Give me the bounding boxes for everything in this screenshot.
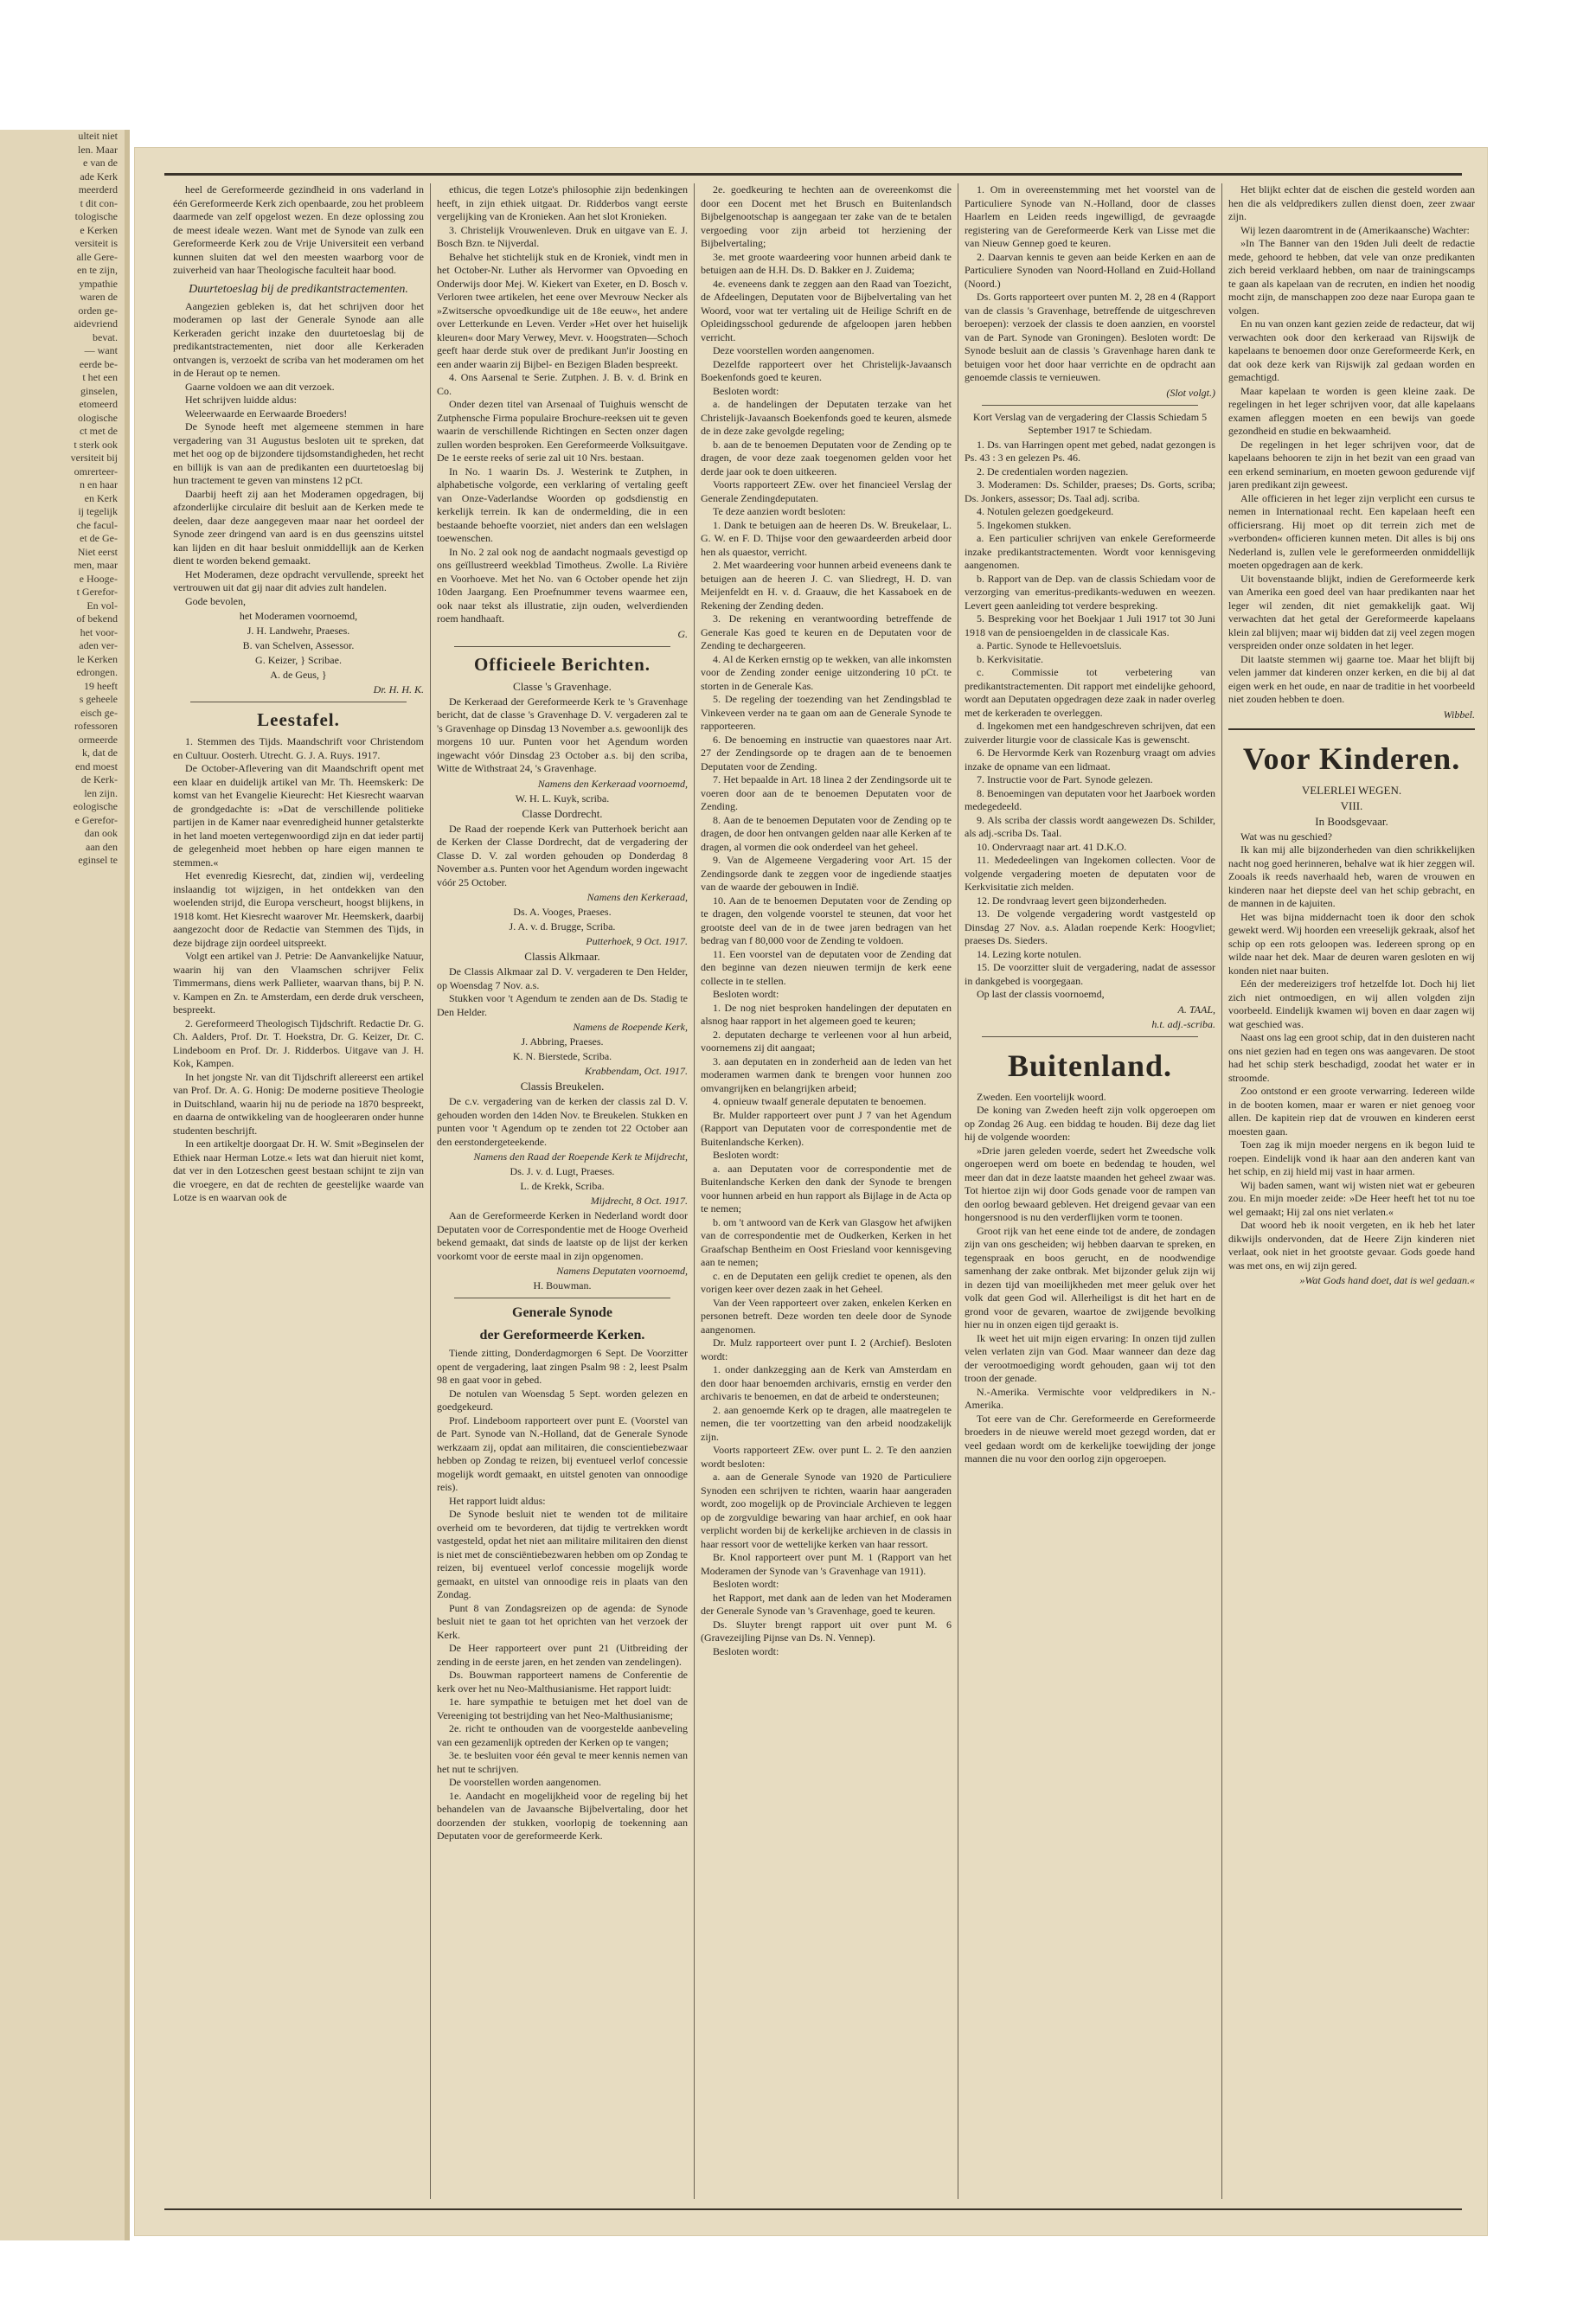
centered-line: W. H. L. Kuyk, scriba. xyxy=(515,792,610,804)
paragraph: En nu van onzen kant gezien zeide de redacteur, dat wij verwachten ook door den kerkeraad van Rijswijk de kapelaans te benoemen door onze Gereformeerde Kerk, en dat ook deze kerk van Rijswijk zal gedaan worden en gemachtigd. xyxy=(1228,317,1475,383)
paragraph: 3e. met groote waardeering voor hunnen arbeid dank te betuigen aan de H.H. Ds. D. Bakker en J. Zuidema; xyxy=(701,250,952,276)
paragraph: 1e. hare sympathie te betuigen met het doel van de Vereeniging tot bestrijding van het Neo-Malthusianisme; xyxy=(437,1695,688,1721)
paragraph: In No. 2 zal ook nog de aandacht nogmaals gevestigd op ons geïllustreerd weekblad Timotheus. Zwolle. La Rivière en Voorhoeve. Met het No. van 6 October opende het zijn 10den Jaargang. Een Proefnummer tevens waarmee een, ook naar tekst als illustratie, zijn ouden, welverdienden roem handhaaft. xyxy=(437,545,688,625)
paragraph: 3. De rekening en verantwoording betreffende de Generale Kas goed te keuren en de Deputaten voor de Zending te dechargeeren. xyxy=(701,612,952,651)
paragraph: Wat was nu geschied? xyxy=(1240,830,1332,843)
paragraph: »Drie jaren geleden voerde, sedert het Zweedsche volk ongeroepen werd om boete en bedendag te houden, wel meer dan dat in deze laatste maanden het geheel zwaar was. Tot hiertoe zijn wij door Gods genade voor de rampen van den oorlog bewaard gebleven. Het dreigend gevaar van een hongersnood is nu den verderflijken vorm te toonen. xyxy=(965,1144,1215,1223)
paragraph: Weleerwaarde en Eerwaarde Broeders! xyxy=(185,407,348,420)
signature-line: Putterhoek, 9 Oct. 1917. xyxy=(586,935,688,947)
strip-text-line: rofessoren xyxy=(74,720,118,732)
strip-text-line: etomeerd xyxy=(79,398,118,410)
strip-text-line: e Gerefor- xyxy=(74,813,118,826)
strip-text-line: che facul- xyxy=(76,518,118,531)
paragraph: 9. Als scriba der classis wordt aangewezen Ds. Schilder, als adj.-scriba Ds. Taal. xyxy=(965,813,1215,839)
column-separator xyxy=(694,183,695,2199)
paragraph: 1. Dank te betuigen aan de heeren Ds. W. Breukelaar, L. G. W. en F. D. Thijse voor den gewaardeerden arbeid door hen als quaestor, verricht. xyxy=(701,518,952,558)
paragraph: Ds. Sluyter brengt rapport uit over punt M. 6 (Gravezeijling Pijnse van Ds. N. Vennep). xyxy=(701,1618,952,1644)
column-separator xyxy=(430,183,431,2199)
strip-text-line: ginselen, xyxy=(80,384,118,397)
strip-text-line: eologische xyxy=(73,800,118,812)
paragraph: 10. Ondervraagt naar art. 41 D.K.O. xyxy=(977,840,1127,853)
paragraph: Het evenredig Kiesrecht, dat, zindien wij, verdeeling inslaandig tot wijzigen, in het ontdekken van den woelenden strijd, die Europa verscheurt, hoogst blijkens, in 1918 komt. Het Kiesrecht waarover Mr. Heemskerk, daarbij aangezocht door de Redactie van Stemmen des Tijds, in deze bijdrage zijn oordeel uitspreekt. xyxy=(173,869,424,949)
paragraph: Het blijkt echter dat de eischen die gesteld worden aan hen die als veldpredikers zullen dienst doen, zeer zwaar zijn. xyxy=(1228,183,1475,222)
strip-text-line: waren de xyxy=(80,291,118,303)
page-spine xyxy=(125,130,130,2240)
section-title: Buitenland. xyxy=(1007,1048,1173,1083)
paragraph: Voorts rapporteert ZEw. over punt L. 2. Te den aanzien wordt besloten: xyxy=(701,1444,952,1470)
paragraph: De regelingen in het leger schrijven voor, dat de kapelaans behooren te zijn in het bezit van een graad van een erkend seminarium, en moeten gewoon gedurende vijf jaren predikant zijn geweest. xyxy=(1228,438,1475,490)
paragraph: 3. Christelijk Vrouwenleven. Druk en uitgave van E. J. Bosch Bzn. te Nijverdal. xyxy=(437,223,688,249)
paragraph: Behalve het stichtelijk stuk en de Kroniek, vindt men in het October-Nr. Luther als Hervormer van Opvoeding en Onderwijs door Mej. W. Kiekert van Exeter, en D. Bosch v. Verloren twee artikelen, het eene over Mevrouw Necker als »Zwitsersche opvoedkundige uit de 18e eeuw«, het andere over Letterkunde en Leven. Verder »Het over het huiselijk kleuren« door Mary Verwey, Mevr. v. Hoogstraten—Schoch geeft haar derde stuk over de predikant Jun'ir Joosting en een ander waarin zij Bijbel- en Bezigen Bladen bespreekt. xyxy=(437,250,688,370)
paragraph: 9. Van de Algemeene Vergadering voor Art. 15 der Zendingsorde dank te zeggen voor de ingediende staatjes van de waarde der gebouwen in Indië. xyxy=(701,854,952,893)
centered-line: K. N. Bierstede, Scriba. xyxy=(512,1050,612,1062)
paragraph: Aan de Gereformeerde Kerken in Nederland wordt door Deputaten voor de Correspondentie met de Hooge Overheid bekend gemaakt, dat sinds de laatste op de lijst der kerken voorkomt voor de eerste maal in zijn opgenomen. xyxy=(437,1209,688,1262)
paragraph: 4. Ons Aarsenal te Serie. Zutphen. J. B. v. d. Brink en Co. xyxy=(437,371,688,397)
paragraph: a. Partic. Synode te Hellevoetsluis. xyxy=(977,639,1122,651)
paragraph: 2. Met waardeering voor hunnen arbeid eveneens dank te betuigen aan de heeren J. C. van Sliedregt, H. D. van Meijenfeldt en H. v. d. Graauw, die het Kassaboek en de Rekening der Zending deden. xyxy=(701,559,952,612)
paragraph: 10. Aan de te benoemen Deputaten voor de Zending op te dragen, den volgende voorstel te steunen, dat voor het grootste deel van de in de twee jaren bedragen van het bedrag van f 80,000 voor de Zending te voldoen. xyxy=(701,894,952,946)
paragraph: 3. aan deputaten en in zonderheid aan de leden van het moderamen warmen dank te brengen voor hunnen zoo omvangrijken en belangrijken arbeid; xyxy=(701,1054,952,1094)
paragraph: c. en de Deputaten een gelijk crediet te openen, als den vorigen keer over dezen zaak in het Geheel. xyxy=(701,1269,952,1295)
paragraph: 1. Stemmen des Tijds. Maandschrift voor Christendom en Cultuur. Oosterh. Utrecht. G. J. A. Ruys. 1917. xyxy=(173,735,424,761)
paragraph: 2e. richt te onthouden van de voorgestelde aanbeveling van een gezamenlijk optreden der Kerken op te vangen; xyxy=(437,1722,688,1748)
paragraph: Ds. Gorts rapporteert over punten M. 2, 28 en 4 (Rapport van de classis 's Gravenhage, betreffende de uitgeschreven beroepen): verzoek der classis te doen aanzien, en voorstel van de Part. Synode van Groningen). Besloten wordt: De Synode besluit aan de classis 's Gravenhage haren dank te betuigen voor het door haar verrichte en de opdracht aan genoemde classis te vernieuwen. xyxy=(965,291,1215,383)
section-title: Leestafel. xyxy=(257,709,340,730)
signature-line: Mijdrecht, 8 Oct. 1917. xyxy=(590,1195,688,1207)
paragraph: Wij baden samen, want wij wisten niet wat er gebeuren zou. En mijn moeder zeide: »De Heer heeft het tot nu toe wel gemaakt; Hij zal ons niet verlaten.« xyxy=(1228,1178,1475,1218)
strip-text-line: s geheele xyxy=(79,693,118,705)
signature-line: Wibbel. xyxy=(1443,708,1475,721)
strip-text-line: t het een xyxy=(82,371,118,383)
paragraph: Op last der classis voornoemd, xyxy=(977,988,1105,1000)
paragraph: Wij lezen daaromtrent in de (Amerikaansche) Wachter: xyxy=(1240,223,1470,236)
paragraph: De Heer rapporteert over punt 21 (Uitbreiding der zending in de eerste jaren, en het zenden van zendelingen). xyxy=(437,1642,688,1668)
paragraph: b. Rapport van de Dep. van de classis Schiedam voor de verzorging van emeritus-predikants-weduwen en weezen. Levert geen aanleiding tot verdere bespreking. xyxy=(965,572,1215,612)
strip-text-line: t Gerefor- xyxy=(76,586,118,598)
centered-line: Ds. A. Vooges, Praeses. xyxy=(513,906,612,918)
paragraph: c. Commissie tot verbetering van predikantstractementen. Dit rapport met eindelijke gehoord, wordt aan Deputaten opgedragen deze zaak in nader overleg met de kerkeraden te overleggen. xyxy=(965,666,1215,719)
paragraph: De Synode besluit niet te wenden tot de militaire overheid om te bevorderen, dat tijdig te vertrekken wordt vastgesteld, opdat het niet aan militaire militairen den dienst is niet met de consciëntiebezwaren hebben om op Zondag te reizen, bij eventueel verlof concessie mogelijk worde gemaakt, en uitstel van onnoodige reis in plaats van den Zondag. xyxy=(437,1508,688,1600)
paragraph: Tiende zitting, Donderdagmorgen 6 Sept. De Voorzitter opent de vergadering, laat zingen Psalm 98 : 2, leest Psalm 98 en gaat voor in gebed. xyxy=(437,1347,688,1386)
paragraph: N.-Amerika. Vermischte voor veldpredikers in N.-Amerika. xyxy=(965,1385,1215,1411)
paragraph: Het schrijven luidde aldus: xyxy=(185,394,297,406)
signature-line: »Wat Gods hand doet, dat is wel gedaan.« xyxy=(1299,1274,1475,1286)
paragraph: De October-Aflevering van dit Maandschrift opent met een klaar en duidelijk artikel van Mr. Th. Heemskerk: De komst van het Evangelie Kieurecht: Het Kiesrecht waarvan de grondgedachte is: »Dat de verschillende politieke partijen in de Kamer naar evenredigheid hunner getalsterkte in het land moeten vertegenwoordigd zijn en dat ieder partij de gelegenheid moet hebben op hare eigen mannen te stemmen.« xyxy=(173,762,424,868)
paragraph: De Synode heeft met algemeene stemmen in hare vergadering van 31 Augustus besloten uit te spreken, dat met het oog op de bijzondere tijdsomstandigheden, het recht en billijk is van aan de predikanten een duurtetoeslag bij hun tractement te geven van minstens 12 pCt. xyxy=(173,420,424,486)
strip-text-line: en Kerk xyxy=(84,491,118,504)
paragraph: 5. Bespreking voor het Boekjaar 1 Juli 1917 tot 30 Juni 1918 van de pensioengelden in de classicale Kas. xyxy=(965,612,1215,638)
paragraph: b. om 't antwoord van de Kerk van Glasgow het afwijken van de correspondentie met de Oudkerken, Kerken in het Graafschap Bentheim en Oost Friesland voor kennisgeving aan te nemen; xyxy=(701,1215,952,1268)
strip-text-line: et de Ge- xyxy=(80,532,118,544)
paragraph: Ik kan mij alle bijzonderheden van dien schrikkelijken nacht nog goed herinneren, behalve wat ik hier zeggen wil. Zooals ik reeds naverhaald heb, waren de vrouwen en kinderen naar het diepste deel van het schip gebracht, en de mannen in de kajuiten. xyxy=(1228,843,1475,909)
paragraph: heel de Gereformeerde gezindheid in ons vaderland in één Gereformeerde Kerk zich openbaarde, zou het probleem daarmede van zelf opgelost wezen. En deze oplossing zou de meest ideale wezen. Want met de Synode van zulk een Gereformeerde Kerk zou de Vrije Universiteit een verband kunnen sluiten dat wel den meesten waarborg voor de zuiverheid van haar Theologische faculteit haar bood. xyxy=(173,183,424,276)
paragraph: Naast ons lag een groot schip, dat in den duisteren nacht ons niet gezien had en tegen ons was aangevaren. De stoot had het schip sterk beschadigd, zoodat het water er in stroomde. xyxy=(1228,1031,1475,1084)
paragraph: Uit bovenstaande blijkt, indien de Gereformeerde kerk van Amerika een goed deel van haar predikanten naar het leger wil zenden, dit niet gemakkelijk gaat. Wij verwachten dat het getal der Gereformeerde kapelaans klein zal blijven; maar wij bidden dat zij veel zegen mogen verspreiden onder onze soldaten in het leger. xyxy=(1228,572,1475,651)
strip-text-line: ologische xyxy=(78,411,118,424)
paragraph: 7. Het bepaalde in Art. 18 linea 2 der Zendingsorde uit te voeren door aan de te benoemen Deputaten voor de Zending. xyxy=(701,773,952,812)
strip-text-line: ormeerde xyxy=(78,733,118,746)
paragraph: 1e. Aandacht en mogelijkheid voor de regeling bij het behandelen van de Javaansche Bijbelvertaling, door het doorzenden der stukken, voorlopig de toekenning aan Deputaten voor de gereformeerde Kerk. xyxy=(437,1789,688,1842)
paragraph: a. aan de Generale Synode van 1920 de Particuliere Synoden een schrijven te richten, waarin haar aangeraden wordt, zoo mogelijk op de Provinciale Archieven te leggen op de zorgvuldige bewaring van haar archief, en ook haar verplicht worden bij de kerkelijke archieven in de classis in haar ressort voor de wettelijke kerken van haar ressort. xyxy=(701,1471,952,1550)
paragraph: 1. Om in overeenstemming met het voorstel van de Particuliere Synode van N.-Holland, door de classes Haarlem en Leiden reeds ingewilligd, de gevraagde registering van de Gereformeerde Kerk van Lisse met die van Nieuw Gennep goed te keuren. xyxy=(965,183,1215,249)
paragraph: Dezelfde rapporteert over het Christelijk-Javaansch Boekenfonds goed te keuren. xyxy=(701,357,952,383)
paragraph: 2. Gereformeerd Theologisch Tijdschrift. Redactie Dr. G. Ch. Aalders, Prof. Dr. T. Hoekstra, Dr. G. Keizer, Dr. C. Lindeboom en Prof. Dr. J. Ridderbos. Uitgave van J. H. Kok, Kampen. xyxy=(173,1016,424,1069)
paragraph: 11. Mededeelingen van Ingekomen collecten. Voor de volgende vergadering moeten de deputaten voor de Kerkvisitatie zich melden. xyxy=(965,854,1215,893)
subheading: Classe 's Gravenhage. xyxy=(513,679,612,693)
paragraph: Alle officieren in het leger zijn verplicht een cursus te nemen in Internationaal recht. Een kapelaan heeft een officiersrang. Hij moet op dit terrein zich met de »verbonden« officieren kunnen meten. Dit alles is bij ons Nederland is, zullen vele le gereformeerden onmiddellijk moeten opgedragen aan de kerk. xyxy=(1228,491,1475,571)
strip-text-line: eerde be- xyxy=(79,357,118,370)
paragraph: b. Kerkvisitatie. xyxy=(977,652,1043,665)
strip-text-line: omrerteer- xyxy=(74,465,118,478)
paragraph: 12. De rondvraag levert geen bijzonderheden. xyxy=(977,894,1167,907)
strip-text-line: len. Maar xyxy=(78,143,118,156)
paragraph: Br. Mulder rapporteert over punt J 7 van het Agendum (Rapport van Deputaten voor de correspondentie met de Buitenlandsche Kerken). xyxy=(701,1108,952,1148)
paragraph: Prof. Lindeboom rapporteert over punt E. (Voorstel van de Part. Synode van N.-Holland, dat de Generale Synode werkzaam zij, opdat aan militairen, die conscientiebezwaar hebben op Zondag te reizen, bij eventueel verlof concessie mogelijk wordt gemaakt, en uitstel genoten van onnoodige reis). xyxy=(437,1413,688,1493)
signature-line: Dr. H. H. K. xyxy=(373,683,424,695)
paragraph: Besloten wordt: xyxy=(713,384,779,397)
signature-line: Namens den Raad der Roepende Kerk te Mijdrecht, xyxy=(473,1150,688,1163)
strip-text-line: n en haar xyxy=(80,478,118,490)
section-divider xyxy=(454,646,670,647)
paragraph: 6. De Hervormde Kerk van Rozenburg vraagt om advies inzake de opname van een lidmaat. xyxy=(965,747,1215,772)
strip-text-line: len zijn. xyxy=(84,786,118,799)
signature-line: Namens den Kerkeraad voornoemd, xyxy=(537,777,688,790)
paragraph: Van der Veen rapporteert over zaken, enkelen Kerken en personen betreft. Deze worden ten deele door de Synode aangenomen. xyxy=(701,1296,952,1336)
strip-text-line: t sterk ook xyxy=(74,438,118,451)
paragraph: Dit laatste stemmen wij gaarne toe. Maar het blijft bij velen jammer dat kinderen onzer kerken, en die bij al dat eigen werk en het oude, en naar de traditie in het voorbeeld niet zouden hebben te doen. xyxy=(1228,652,1475,705)
subheading: VELERLEI WEGEN. xyxy=(1301,783,1402,797)
subheading: Classe Dordrecht. xyxy=(522,806,603,820)
paragraph: Te deze aanzien wordt besloten: xyxy=(713,505,846,517)
paragraph: Volgt een artikel van J. Petrie: De Aanvankelijke Natuur, waarin hij van den Vlaamschen schrijver Felix Timmermans, diens werk Pallieter, waarvan thans, bij P. N. v. Kampen en Zn. te Amsterdam, een derde druk verscheen, bespreekt. xyxy=(173,950,424,1016)
strip-text-line: aan den xyxy=(86,840,118,853)
paragraph: Dr. Mulz rapporteert over punt I. 2 (Archief). Besloten wordt: xyxy=(701,1336,952,1362)
strip-text-line: en te zijn, xyxy=(77,264,118,276)
signature-line: h.t. adj.-scriba. xyxy=(1151,1017,1215,1030)
strip-text-line: 19 heeft xyxy=(84,679,118,692)
strip-text-line: Niet eerst xyxy=(77,545,118,558)
paragraph: Daarbij heeft zij aan het Moderamen opgedragen, bij afzonderlijke circulaire dit besluit aan de Kerken mede te deelen, daar deze aangegeven maar naar het oordeel der Synode zeer dringend van aard is en dus geenszins uitstel kan lijden en dit haar besluit onmiddellijk aan de Kerken dient te worden bekend gemaakt. xyxy=(173,487,424,567)
paragraph: Besloten wordt: xyxy=(713,1578,779,1590)
paragraph: Maar kapelaan te worden is geen kleine zaak. De regelingen in het leger schrijven voor, dat alle kapelaans examen afleggen moeten en een bewijs van goede gezondheid en studie en bekwaamheid. xyxy=(1228,384,1475,437)
paragraph: Besloten wordt: xyxy=(713,1149,779,1161)
centered-line: het Moderamen voornoemd, xyxy=(239,610,358,622)
paragraph: a. de handelingen der Deputaten terzake van het Christelijk-Javaansch Boekenfonds goed te keuren, alsmede de in deze zake gevolgde regeling; xyxy=(701,398,952,437)
paragraph: 15. De voorzitter sluit de vergadering, nadat de assessor in dankgebed is voorgegaan. xyxy=(965,961,1215,987)
paragraph: ethicus, die tegen Lotze's philosophie zijn bedenkingen heeft, in zijn ethiek uitgaat. Dr. Ridderbos vangt eerste vergelijking van de Kronieken. Aan het slot Kronieken. xyxy=(437,183,688,222)
strip-text-line: het voor- xyxy=(80,625,118,638)
paragraph: 8. Benoemingen van deputaten voor het Jaarboek worden medegedeeld. xyxy=(965,786,1215,812)
strip-text-line: bevat. xyxy=(93,330,118,343)
paragraph: 2. De credentialen worden nagezien. xyxy=(977,465,1129,478)
paragraph: 4e. eveneens dank te zeggen aan den Raad van Toezicht, de Afdeelingen, Deputaten voor de Bijbelvertaling van het Woord, voor wat ter vertaling uit de Heilige Schrift en de Opleidingsschool gedurende de afgeloopen jaren hebben verricht. xyxy=(701,277,952,343)
paragraph: 1. De nog niet besproken handelingen der deputaten en alsnog haar rapport in het algemeen goed te keuren; xyxy=(701,1001,952,1027)
strip-text-line: aden ver- xyxy=(79,639,118,651)
strip-text-line: meerderd xyxy=(78,183,118,195)
centered-line: B. van Schelven, Assessor. xyxy=(242,639,355,651)
paragraph: 13. De volgende vergadering wordt vastgesteld op Dinsdag 27 Nov. a.s. Aladan roepende Kerk: Hoogvliet; praeses Ds. Sieders. xyxy=(965,907,1215,946)
subheading: Classis Breukelen. xyxy=(520,1080,605,1093)
strip-text-line: k, dat de xyxy=(82,747,118,759)
strip-text-line: versiteit bij xyxy=(70,452,118,464)
paragraph: 8. Aan de te benoemen Deputaten voor de Zending op te dragen, de door hen ontvangen gelden naar alle Kerken af te dragen, al vormen die ook onderdeel van het geheel. xyxy=(701,813,952,853)
section-heading: Duurtetoeslag bij de predikantstractementen. xyxy=(189,282,408,296)
strip-text-line: e van de xyxy=(83,157,118,169)
column-5 xyxy=(1228,183,1475,2199)
strip-text-line: e Kerken xyxy=(80,223,118,236)
paragraph: Ds. Bouwman rapporteert namens de Conferentie de kerk over het nu Neo-Malthusianisme. Het rapport luidt: xyxy=(437,1669,688,1695)
column-2 xyxy=(437,183,688,2199)
paragraph: Gaarne voldoen we aan dit verzoek. xyxy=(185,380,335,393)
paragraph: a. aan Deputaten voor de correspondentie met de Buitenlandsche Kerken den dank der Synode te brengen voor hunnen arbeid en hun rapport als Bijlage in de Acta op te nemen; xyxy=(701,1162,952,1215)
paragraph: Besloten wordt: xyxy=(713,988,779,1000)
paragraph: b. aan de te benoemen Deputaten voor de Zending op te dragen, de voor deze zaak toegenomen gelden voor het derde jaar ook te doen uitkeeren. xyxy=(701,438,952,478)
paragraph: De Kerkeraad der Gereformeerde Kerk te 's Gravenhage bericht, dat de classe 's Gravenhage D. V. vergaderen zal te 's Gravenhage op Dinsdag 13 November a.s. gewoonlijk des morgens 10 uur. Punten voor het Agendum worden ingewacht vóór Dinsdag 23 October a.s. bij den scriba, Witte de Withstraat 24, 's Gravenhage. xyxy=(437,695,688,774)
paragraph: 2. Daarvan kennis te geven aan beide Kerken en aan de Particuliere Synoden van Noord-Holland en Zuid-Holland (Noord.) xyxy=(965,250,1215,290)
strip-text-line: de Kerk- xyxy=(80,773,118,785)
signature-line: G. xyxy=(677,627,688,640)
subheading: In Boodsgevaar. xyxy=(1315,814,1388,828)
paragraph: 1. Ds. van Harringen opent met gebed, nadat gezongen is Ps. 43 : 3 en gelezen Ps. 46. xyxy=(965,438,1215,464)
paragraph: Het was bijna middernacht toen ik door den schok gewekt werd. Wij hoorden een vreeselijk gekraak, alsof het schip op een rots geloopen was. Iedereen sprong op en wilde naar het dek. Maar de deuren waren gesloten en wij konden niet naar buiten. xyxy=(1228,910,1475,977)
paragraph: Zweden. Een voortelijk woord. xyxy=(977,1090,1106,1103)
centered-line: L. de Krekk, Scriba. xyxy=(520,1180,605,1192)
paragraph: De Raad der roepende Kerk van Putterhoek bericht aan de Kerken der Classe Dordrecht, dat de vergadering der Classe D. V. zal worden gehouden op Donderdag 8 November a.s. Punten voor het Agendum worden ingewacht vóór 25 October. xyxy=(437,822,688,888)
strip-text-line: ade Kerk xyxy=(80,170,118,183)
paragraph: Groot rijk van het eene einde tot de andere, de zondagen zijn van ons gescheiden; wij hebben daarvan te spreken, en tegenspraak en boos gerucht, en de noodwendige samenhang der zake ontbrak. Met bijzonder geluk zijn wij in dezen tijd van moeilijkheden met meer geluk over het volk dat geen God wil. Allerheiligst is dit het hart en de grond voor de gevaren, waartoe de zwijgende bevolking hier nu in onzen eigen tijd geraakt is. xyxy=(965,1224,1215,1330)
paragraph: Br. Knol rapporteert over punt M. 1 (Rapport van het Moderamen der Synode van 's Gravenhage van 1911). xyxy=(701,1551,952,1577)
paragraph: Stukken voor 't Agendum te zenden aan de Ds. Stadig te Den Helder. xyxy=(437,992,688,1018)
signature-line: Namens Deputaten voornoemd, xyxy=(556,1265,688,1277)
paragraph: »In The Banner van den 19den Juli deelt de redactie mede, gehoord te hebben, dat vele van onze predikanten zich bereid verklaard hebben, om naar de trainingscamps te gaan als kapelaan van de recruten, en indien het noodig mocht zijn, de manschappen zoo deze naar Europa gaan te volgen. xyxy=(1228,237,1475,317)
paragraph: De Classis Alkmaar zal D. V. vergaderen te Den Helder, op Woensdag 7 Nov. a.s. xyxy=(437,965,688,991)
centered-line: Kort Verslag van de vergadering der Classis Schiedam 5 September 1917 te Schiedam. xyxy=(972,410,1208,436)
centered-line: J. H. Landwehr, Praeses. xyxy=(247,625,350,637)
strip-text-line: aidevriend xyxy=(74,317,118,330)
previous-page-text-strip xyxy=(0,130,130,868)
paragraph: 4. opnieuw twaalf generale deputaten te benoemen. xyxy=(713,1095,926,1107)
paragraph: De notulen van Woensdag 5 Sept. worden gelezen en goedgekeurd. xyxy=(437,1387,688,1413)
strip-text-line: orden ge- xyxy=(78,304,118,317)
previous-page-edge xyxy=(0,130,130,2240)
top-rule xyxy=(164,173,1462,176)
paragraph: Toen zag ik mijn moeder nergens en ik begon luid te roepen. Eindelijk vond ik haar aan den anderen kant van het schip, en zij hield mij vast in haar armen. xyxy=(1228,1138,1475,1177)
paragraph: In No. 1 waarin Ds. J. Westerink te Zutphen, in alphabetische volgorde, een verklaring of vertaling geeft van Onze-Vaderlandse Woorden op godsdienstig en kerkelijk terrein. Ik kan de ondermelding, die in een bestaande behoefte voorziet, niet anders dan een welslagen toewenschen. xyxy=(437,465,688,544)
strip-text-line: ulteit niet xyxy=(78,130,118,142)
strip-text-line: ct met de xyxy=(80,425,118,437)
centered-line: J. Abbring, Praeses. xyxy=(521,1035,604,1048)
paragraph: Tot eere van de Chr. Gereformeerde en Gereformeerde broeders in de nieuwe wereld moet gezegd worden, dat er veel gedaan wordt om de kerkelijke toewijding der jonge mannen die nu voor den oorlog zijn opgeroepen. xyxy=(965,1412,1215,1465)
strip-text-line: — want xyxy=(84,344,118,356)
paragraph: d. Ingekomen met een handgeschreven schrijven, dat een zuiverder liturgie voor de classicale Kas is gewenscht. xyxy=(965,720,1215,746)
paragraph: Deze voorstellen worden aangenomen. xyxy=(713,344,875,356)
signature-line: (Slot volgt.) xyxy=(1166,386,1215,399)
section-heading: Generale Synode xyxy=(512,1305,612,1320)
paragraph: 3. Moderamen: Ds. Schilder, praeses; Ds. Gorts, scriba; Ds. Jonkers, assessor; Ds. Taal adj. scriba. xyxy=(965,478,1215,504)
subheading: VIII. xyxy=(1340,798,1363,812)
section-title: Voor Kinderen. xyxy=(1242,740,1461,776)
paragraph: Onder dezen titel van Arsenaal of Tuighuis wenscht de Zutphensche Firma populaire Brochure-reeksen uit te geven waarin de verschillende Richtingen en Secten onzer dagen zullen worden besproken. Een Gereformeerde Volksuitgave. De 1e eerste reeks of serie zal uit 10 Nrs. bestaan. xyxy=(437,398,688,464)
subheading: Classis Alkmaar. xyxy=(524,950,600,963)
paragraph: Het rapport luidt aldus: xyxy=(449,1494,546,1507)
signature-line: Namens den Kerkeraad, xyxy=(586,891,688,903)
paragraph: 14. Lezing korte notulen. xyxy=(977,947,1081,960)
section-title: Officieele Berichten. xyxy=(473,653,651,675)
paragraph: 5. De regeling der toezending van het Zendingsblad te Vinkeveen verder na te gaan om aan de Generale Synode te rapporteeren. xyxy=(701,693,952,732)
centered-line: Ds. J. v. d. Lugt, Praeses. xyxy=(510,1165,615,1177)
paragraph: Eén der medereizigers trof hetzelfde lot. Doch hij liet zich niet ontmoedigen, en wij allen volgden zijn voorbeeld. Eindelijk kwamen wij boven en daar zagen wij wat geschied was. xyxy=(1228,977,1475,1030)
paragraph: De voorstellen worden aangenomen. xyxy=(449,1776,601,1788)
paragraph: a. Een particulier schrijven van enkele Gereformeerde inzake predikantstractementen. Wordt voor kennisgeving aangenomen. xyxy=(965,532,1215,571)
paragraph: 3e. te besluiten voor één geval te meer kennis nemen van het nut te schrijven. xyxy=(437,1749,688,1775)
paragraph: het Rapport, met dank aan de leden van het Moderamen der Generale Synode van 's Gravenhage, goed te keuren. xyxy=(701,1591,952,1617)
paragraph: 1. onder dankzegging aan de Kerk van Amsterdam en den door haar benoemden archivaris, ernstig en verder den archivaris te benoemen, en dat de arbeid te ondersteunen; xyxy=(701,1363,952,1402)
strip-text-line: end moest xyxy=(75,760,118,772)
strip-text-line: men, maar xyxy=(74,559,118,571)
centered-line: G. Keizer, } Scribae. xyxy=(255,654,342,666)
strip-text-line: En vol- xyxy=(87,599,118,612)
strip-text-line: e Hooge- xyxy=(79,572,118,585)
centered-line: J. A. v. d. Brugge, Scriba. xyxy=(509,920,616,933)
section-heading: der Gereformeerde Kerken. xyxy=(479,1328,645,1343)
paragraph: Besloten wordt: xyxy=(713,1644,779,1657)
strip-text-line: ympathie xyxy=(79,277,118,290)
strip-text-line: le Kerken xyxy=(77,652,118,665)
paragraph: Dat woord heb ik nooit vergeten, en ik heb het later dikwijls ondervonden, dat de Heere Zijn kinderen niet verlaat, ook niet in het grootste gevaar. Gods goede hand was met ons, en wij zijn gered. xyxy=(1228,1219,1475,1272)
strip-text-line: versiteit is xyxy=(74,237,118,249)
paragraph: 2. deputaten decharge te verleenen voor al hun arbeid, voornemens zij dit aangaat; xyxy=(701,1028,952,1054)
section-divider xyxy=(1228,728,1475,730)
strip-text-line: eisch ge- xyxy=(80,706,118,719)
paragraph: 2. aan genoemde Kerk op te dragen, alle maatregelen te nemen, die ter voortzetting van den arbeid noodzakelijk zijn. xyxy=(701,1403,952,1443)
paragraph: De koning van Zweden heeft zijn volk opgeroepen om op Zondag 26 Aug. een biddag te houden. Bij deze dag liet hij de volgende woorden: xyxy=(965,1104,1215,1143)
strip-text-line: of bekend xyxy=(76,612,118,625)
strip-text-line: eginsel te xyxy=(78,854,118,866)
column-1 xyxy=(173,183,424,2199)
strip-text-line: alle Gere- xyxy=(76,250,118,263)
centered-line: A. de Geus, } xyxy=(270,669,327,681)
signature-line: Namens de Roepende Kerk, xyxy=(573,1021,688,1033)
section-divider xyxy=(982,405,1198,406)
strip-text-line: ij tegelijk xyxy=(78,505,118,517)
strip-text-line: tologische xyxy=(74,210,118,222)
paragraph: Punt 8 van Zondagsreizen op de agenda: de Synode besluit niet te gaan tot het oprichten van het verzoek der Kerk. xyxy=(437,1601,688,1641)
paragraph: Voorts rapporteert ZEw. over het financieel Verslag der Generale Zendingdeputaten. xyxy=(701,478,952,504)
centered-line: H. Bouwman. xyxy=(533,1279,592,1292)
paragraph: In het jongste Nr. van dit Tijdschrift allereerst een artikel van Prof. Dr. A. G. Honig: De moderne positieve Theologie in Duitschland, waarin hij nu de periode na 1870 bespreekt, en daarna de ontwikkeling van de hoogleeraren onder hunne studenten beschrijft. xyxy=(173,1070,424,1137)
column-separator xyxy=(1221,183,1222,2199)
paragraph: 7. Instructie voor de Part. Synode gelezen. xyxy=(977,773,1153,785)
paragraph: Ik weet het uit mijn eigen ervaring: In onzen tijd zullen velen verlaten zijn van God. Maar wanneer dan deze dag der verootmoediging wordt gehouden, gaan wij tot den troon der genade. xyxy=(965,1331,1215,1384)
column-4 xyxy=(965,183,1215,2199)
paragraph: 4. Notulen gelezen goedgekeurd. xyxy=(977,505,1114,517)
paragraph: 4. Al de Kerken ernstig op te wekken, van alle inkomsten voor de Zending zonder eenige uitzondering 10 pCt. te storten in de Generale Kas. xyxy=(701,652,952,692)
paragraph: Gode bevolen, xyxy=(185,594,246,607)
paragraph: In een artikeltje doorgaat Dr. H. W. Smit »Beginselen der Ethiek naar Herman Lotze.« Iets wat dan hieruit niet komt, dat ver in den Lotzeschen geest bestaan schijnt te zijn van die vroegere, en dat de rechten de geestelijke waarde van Lotze is en waarvan ook de xyxy=(173,1138,424,1203)
column-3 xyxy=(701,183,952,2199)
paragraph: 2e. goedkeuring te hechten aan de overeenkomst die door een Docent met het Brusch en Buitenlandsch Bijbelgenootschap is aangegaan ter zake van de te betalen vergoeding voor zijn arbeid tot herziening der Bijbelvertaling; xyxy=(701,183,952,249)
paragraph: Het Moderamen, deze opdracht vervullende, spreekt het vertrouwen uit dat gij naar dit advies zult handelen. xyxy=(173,567,424,593)
paragraph: Aangezien gebleken is, dat het schrijven door het moderamen op last der Generale Synode aan alle Kerkeraden gericht inzake den duurtetoeslag bij de predikantstractementen, niet door alle Kerkeraden ontvangen is, verzoekt de scriba van het moderamen om het in de Heraut op te nemen. xyxy=(173,299,424,379)
paragraph: 11. Een voorstel van de deputaten voor de Zending dat den beginne van dezen nieuwen termijn de kerk eene collecte in te stellen. xyxy=(701,947,952,987)
paragraph: De c.v. vergadering van de kerken der classis zal D. V. gehouden worden den 14den Nov. te Breukelen. Stukken en punten voor 't Agendum op te zenden tot 22 October aan den eerstondergeteekende. xyxy=(437,1095,688,1148)
strip-text-line: dan ook xyxy=(84,827,118,839)
section-divider xyxy=(982,1036,1198,1037)
signature-line: A. TAAL, xyxy=(1177,1003,1215,1016)
signature-line: Krabbendam, Oct. 1917. xyxy=(585,1065,688,1077)
paragraph: 6. De benoeming en instructie van quaestores naar Art. 27 der Zendingsorde op te dragen aan de te benoemen Deputaten voor de Zending. xyxy=(701,733,952,772)
bottom-rule xyxy=(164,2208,1462,2210)
paragraph: 5. Ingekomen stukken. xyxy=(977,518,1072,531)
strip-text-line: t dit con- xyxy=(80,196,118,209)
strip-text-line: edrongen. xyxy=(76,666,118,678)
paragraph: Zoo ontstond er een groote verwarring. Iedereen wilde in de booten komen, maar er waren er niet genoeg voor allen. De kapitein riep dat de vrouwen en kinderen eerst moesten gaan. xyxy=(1228,1085,1475,1138)
